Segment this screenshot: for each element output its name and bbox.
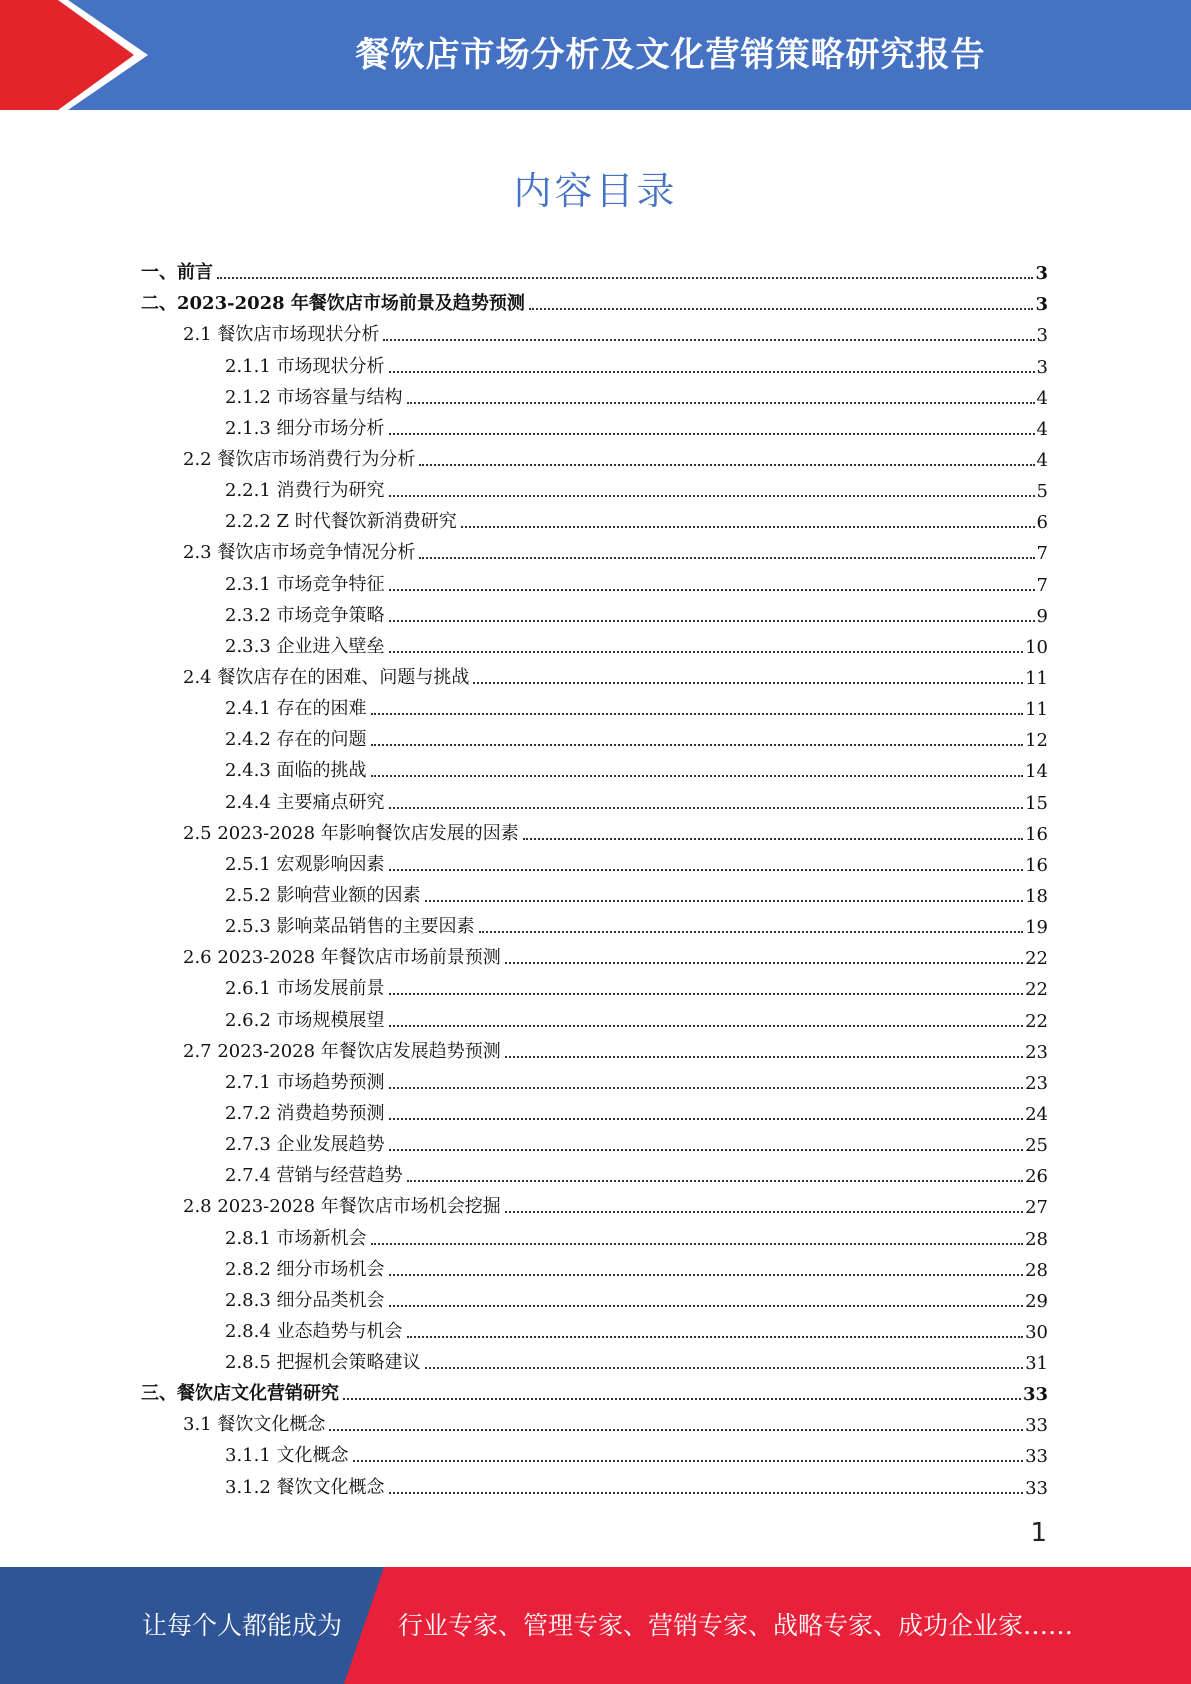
- toc-entry-page: 28: [1025, 1259, 1048, 1281]
- toc-entry-label: 2.7 2023-2028 年餐饮店发展趋势预测: [183, 1040, 501, 1062]
- toc-dot-leader: [407, 401, 1035, 404]
- toc-entry-label: 2.7.4 营销与经营趋势: [225, 1165, 403, 1187]
- footer-banner: [0, 1567, 1191, 1684]
- toc-dot-leader: [389, 650, 1024, 653]
- toc-entry-label: 3.1.2 餐饮文化概念: [225, 1476, 385, 1498]
- toc-entry[interactable]: [141, 658, 1048, 689]
- report-title: 餐饮店市场分析及文化营销策略研究报告: [355, 35, 986, 75]
- toc-dot-leader: [419, 556, 1034, 559]
- toc-entry-page: 7: [1036, 574, 1048, 596]
- toc-entry[interactable]: [141, 751, 1048, 782]
- toc-entry[interactable]: [141, 782, 1048, 813]
- toc-entry[interactable]: [141, 502, 1048, 533]
- toc-entry[interactable]: [141, 1374, 1048, 1405]
- toc-entry[interactable]: [141, 1405, 1048, 1436]
- toc-entry-label: 2.6.2 市场规模展望: [225, 1009, 385, 1031]
- toc-dot-leader: [407, 1335, 1024, 1338]
- toc-entry[interactable]: [141, 814, 1048, 845]
- toc-entry[interactable]: [141, 1312, 1048, 1343]
- toc-entry[interactable]: [141, 471, 1048, 502]
- toc-entry-label: 2.8 2023-2028 年餐饮店市场机会挖掘: [183, 1196, 501, 1218]
- toc-entry-label: 2.6 2023-2028 年餐饮店市场前景预测: [183, 947, 501, 969]
- toc-entry-page: 23: [1025, 1072, 1048, 1094]
- toc-entry-label: 2.5.1 宏观影响因素: [225, 853, 385, 875]
- toc-dot-leader: [389, 432, 1035, 435]
- toc-dot-leader: [505, 1055, 1023, 1058]
- toc-entry[interactable]: [141, 689, 1048, 720]
- report-header: [0, 0, 1191, 110]
- toc-dot-leader: [371, 743, 1024, 746]
- toc-entry-label: 2.4.2 存在的问题: [225, 729, 367, 751]
- toc-entry-label: 2.8.4 业态趋势与机会: [225, 1320, 403, 1342]
- footer-slogan-left: 让每个人都能成为: [142, 1611, 343, 1640]
- toc-entry-page: 23: [1025, 1041, 1048, 1063]
- toc-entry-label: 2.3.1 市场竞争特征: [225, 573, 385, 595]
- toc-entry-page: 4: [1036, 418, 1048, 440]
- toc-dot-leader: [217, 276, 1033, 279]
- toc-dot-leader: [505, 1210, 1023, 1213]
- toc-dot-leader: [383, 338, 1034, 341]
- toc-entry-label: 2.2.1 消费行为研究: [225, 480, 385, 502]
- toc-entry-page: 19: [1025, 917, 1048, 939]
- toc-entry[interactable]: [141, 627, 1048, 658]
- toc-dot-leader: [343, 1397, 1021, 1400]
- toc-entry-label: 3.1.1 文化概念: [225, 1445, 349, 1467]
- toc-entry[interactable]: [141, 938, 1048, 969]
- toc-entry[interactable]: [141, 409, 1048, 440]
- toc-entry[interactable]: [141, 284, 1048, 315]
- toc-dot-leader: [419, 463, 1034, 466]
- page-number: 1: [1030, 1518, 1047, 1548]
- toc-entry-page: 11: [1025, 699, 1048, 721]
- toc-entry-page: 11: [1025, 667, 1048, 689]
- toc-dot-leader: [479, 930, 1024, 933]
- toc-entry[interactable]: [141, 1436, 1048, 1467]
- toc-entry-label: 2.7.3 企业发展趋势: [225, 1134, 385, 1156]
- toc-dot-leader: [389, 494, 1035, 497]
- toc-entry-label: 2.2 餐饮店市场消费行为分析: [183, 448, 416, 470]
- toc-entry-page: 27: [1025, 1197, 1048, 1219]
- toc-entry-page: 3: [1035, 263, 1048, 285]
- toc-entry[interactable]: [141, 1063, 1048, 1094]
- toc-entry-label: 2.3 餐饮店市场竞争情况分析: [183, 542, 416, 564]
- toc-entry-page: 14: [1025, 761, 1048, 783]
- toc-title: 内容目录: [513, 169, 678, 213]
- toc-entry-label: 2.7.2 消费趋势预测: [225, 1102, 385, 1124]
- toc-dot-leader: [389, 1491, 1024, 1494]
- toc-entry-page: 33: [1025, 1446, 1048, 1468]
- toc-dot-leader: [371, 774, 1024, 777]
- toc-entry[interactable]: [141, 907, 1048, 938]
- toc-entry-page: 3: [1036, 325, 1048, 347]
- toc-entry[interactable]: [141, 845, 1048, 876]
- toc-entry[interactable]: [141, 440, 1048, 471]
- toc-dot-leader: [389, 868, 1024, 871]
- toc-entry-label: 2.3.3 企业进入壁垒: [225, 635, 385, 657]
- toc-entry-page: 5: [1036, 481, 1048, 503]
- toc-entry[interactable]: [141, 969, 1048, 1000]
- toc-entry-label: 2.1.1 市场现状分析: [225, 355, 385, 377]
- toc-entry-label: 2.7.1 市场趋势预测: [225, 1071, 385, 1093]
- toc-entry-label: 2.1 餐饮店市场现状分析: [183, 324, 380, 346]
- toc-entry-page: 33: [1025, 1415, 1048, 1437]
- table-of-contents: [141, 253, 1048, 1499]
- toc-entry-label: 2.8.1 市场新机会: [225, 1227, 367, 1249]
- toc-dot-leader: [505, 961, 1023, 964]
- toc-dot-leader: [389, 1117, 1024, 1120]
- toc-entry-page: 9: [1036, 605, 1048, 627]
- toc-dot-leader: [353, 1459, 1024, 1462]
- toc-entry-page: 25: [1025, 1135, 1048, 1157]
- toc-entry-label: 2.3.2 市场竞争策略: [225, 604, 385, 626]
- toc-dot-leader: [425, 899, 1024, 902]
- toc-dot-leader: [329, 1428, 1023, 1431]
- toc-dot-leader: [389, 1024, 1024, 1027]
- toc-entry-label: 一、前言: [141, 262, 213, 284]
- toc-entry-label: 2.5.3 影响菜品销售的主要因素: [225, 916, 475, 938]
- toc-entry-page: 33: [1022, 1384, 1048, 1406]
- toc-dot-leader: [389, 806, 1024, 809]
- toc-entry[interactable]: [141, 1343, 1048, 1374]
- toc-entry-page: 10: [1025, 636, 1048, 658]
- toc-entry[interactable]: [141, 1125, 1048, 1156]
- toc-dot-leader: [389, 992, 1024, 995]
- toc-entry-page: 12: [1025, 730, 1048, 752]
- toc-dot-leader: [389, 588, 1035, 591]
- toc-entry-label: 2.5.2 影响营业额的因素: [225, 884, 421, 906]
- toc-dot-leader: [389, 1273, 1024, 1276]
- toc-entry-page: 7: [1036, 543, 1048, 565]
- toc-dot-leader: [389, 619, 1035, 622]
- toc-entry[interactable]: [141, 346, 1048, 377]
- toc-entry-label: 二、2023-2028 年餐饮店市场前景及趋势预测: [141, 293, 525, 315]
- toc-dot-leader: [389, 1304, 1024, 1307]
- toc-entry-page: 4: [1036, 449, 1048, 471]
- toc-entry-page: 33: [1025, 1477, 1048, 1499]
- toc-entry[interactable]: [141, 1094, 1048, 1125]
- toc-entry[interactable]: [141, 1000, 1048, 1031]
- toc-entry[interactable]: [141, 564, 1048, 595]
- toc-dot-leader: [407, 1179, 1024, 1182]
- toc-entry[interactable]: [141, 1250, 1048, 1281]
- toc-entry-label: 2.1.2 市场容量与结构: [225, 386, 403, 408]
- footer-slogan-right: 行业专家、管理专家、营销专家、战略专家、成功企业家……: [398, 1611, 1074, 1640]
- toc-entry-label: 3.1 餐饮文化概念: [183, 1414, 326, 1436]
- toc-entry-label: 2.4.3 面临的挑战: [225, 760, 367, 782]
- toc-dot-leader: [389, 370, 1035, 373]
- toc-entry[interactable]: [141, 1156, 1048, 1187]
- toc-entry[interactable]: [141, 378, 1048, 409]
- toc-entry[interactable]: [141, 1281, 1048, 1312]
- toc-dot-leader: [371, 1242, 1024, 1245]
- toc-entry[interactable]: [141, 315, 1048, 346]
- toc-dot-leader: [473, 681, 1023, 684]
- toc-entry-page: 16: [1025, 823, 1048, 845]
- toc-entry[interactable]: [141, 876, 1048, 907]
- toc-entry[interactable]: [141, 596, 1048, 627]
- toc-dot-leader: [389, 1086, 1024, 1089]
- toc-entry[interactable]: [141, 253, 1048, 284]
- toc-dot-leader: [371, 712, 1024, 715]
- toc-dot-leader: [425, 1366, 1024, 1369]
- toc-entry-page: 28: [1025, 1228, 1048, 1250]
- toc-entry-page: 26: [1025, 1166, 1048, 1188]
- toc-entry[interactable]: [141, 533, 1048, 564]
- toc-entry-label: 2.8.3 细分品类机会: [225, 1289, 385, 1311]
- toc-entry[interactable]: [141, 1032, 1048, 1063]
- toc-entry[interactable]: [141, 1467, 1048, 1498]
- toc-entry[interactable]: [141, 1187, 1048, 1218]
- toc-entry[interactable]: [141, 720, 1048, 751]
- toc-entry-page: 24: [1025, 1103, 1048, 1125]
- toc-entry-page: 22: [1025, 948, 1048, 970]
- toc-entry-page: 16: [1025, 854, 1048, 876]
- toc-entry-page: 3: [1035, 294, 1048, 316]
- toc-entry-page: 4: [1036, 387, 1048, 409]
- toc-entry-page: 29: [1025, 1290, 1048, 1312]
- toc-dot-leader: [461, 525, 1035, 528]
- toc-entry-label: 2.4.4 主要痛点研究: [225, 791, 385, 813]
- toc-entry-label: 2.1.3 细分市场分析: [225, 417, 385, 439]
- toc-entry-page: 31: [1025, 1353, 1048, 1375]
- toc-dot-leader: [389, 1148, 1024, 1151]
- toc-entry-page: 3: [1036, 356, 1048, 378]
- toc-entry-label: 2.2.2 Z 时代餐饮新消费研究: [225, 511, 457, 533]
- toc-entry-label: 2.4.1 存在的困难: [225, 698, 367, 720]
- toc-entry-label: 2.6.1 市场发展前景: [225, 978, 385, 1000]
- toc-entry-page: 6: [1036, 512, 1048, 534]
- toc-entry[interactable]: [141, 1218, 1048, 1249]
- toc-entry-page: 15: [1025, 792, 1048, 814]
- toc-entry-page: 22: [1025, 979, 1048, 1001]
- toc-entry-page: 22: [1025, 1010, 1048, 1032]
- toc-entry-label: 三、餐饮店文化营销研究: [141, 1383, 339, 1405]
- toc-entry-page: 30: [1025, 1321, 1048, 1343]
- toc-entry-page: 18: [1025, 885, 1048, 907]
- toc-entry-label: 2.8.2 细分市场机会: [225, 1258, 385, 1280]
- toc-dot-leader: [523, 837, 1023, 840]
- toc-entry-label: 2.5 2023-2028 年影响餐饮店发展的因素: [183, 822, 519, 844]
- toc-entry-label: 2.4 餐饮店存在的困难、问题与挑战: [183, 666, 470, 688]
- toc-entry-label: 2.8.5 把握机会策略建议: [225, 1352, 421, 1374]
- header-red-arrow-decoration: [0, 0, 160, 110]
- toc-dot-leader: [529, 307, 1034, 310]
